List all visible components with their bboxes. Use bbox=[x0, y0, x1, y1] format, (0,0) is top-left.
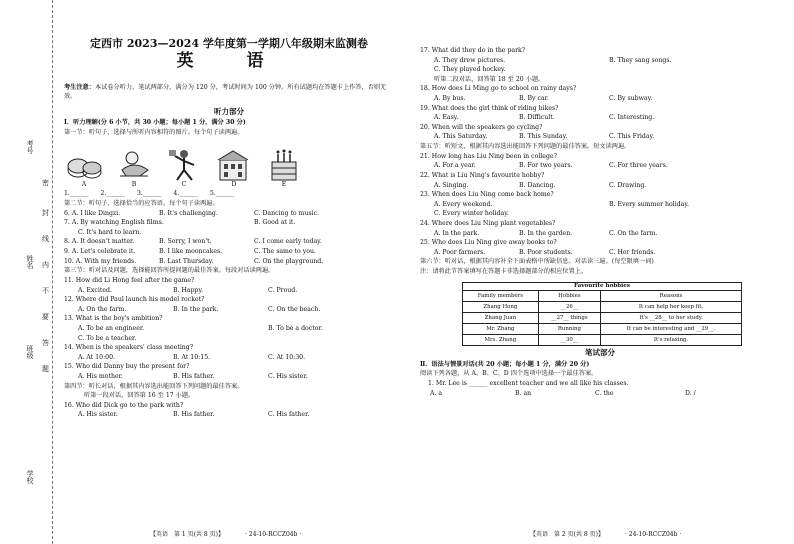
name-label: 姓名 bbox=[26, 255, 34, 269]
pic-label: D bbox=[231, 180, 237, 188]
answer-blank[interactable]: 3.______ bbox=[136, 189, 162, 197]
part2-title: Ⅱ．语法与情景对话(共 20 小题；每小题 1 分，满分 20 分) bbox=[420, 360, 590, 368]
options-15: A. His mother. B. His father. C. His sister. bbox=[78, 373, 308, 381]
question-19: 19. What does the girl think of riding bikes? bbox=[420, 104, 559, 112]
binding-strip bbox=[0, 0, 53, 544]
footer-right: 【英语 第 2 页(共 8 页)】 · 24-10-RCCZ04b · bbox=[530, 531, 682, 538]
option-17c: C. They played hockey. bbox=[434, 66, 506, 74]
question-20: 20. When will the speakers go cycling? bbox=[420, 123, 543, 131]
section4-note: 听第一段对话，回答第 16 至 17 小题。 bbox=[84, 392, 195, 400]
options-23: A. Every weekend. B. Every summer holiday. bbox=[434, 200, 690, 208]
answer-blank[interactable]: 5.______ bbox=[209, 189, 235, 197]
section3-instruction: 第三节：听对话及问题，选择能回答所提问题的最佳答案。每段对话读两遍。 bbox=[64, 267, 275, 275]
section4-instruction: 第四节：听长对话，根据其内容选出能回答下列问题的最佳答案。 bbox=[64, 382, 244, 390]
seal-char: 不 bbox=[42, 287, 49, 295]
part2-instruction: 阅读下列各题，从 A、B、C、D 四个选项中选择一个最佳答案。 bbox=[420, 370, 598, 378]
building-picture bbox=[216, 148, 252, 182]
listening-heading: 听力部分 bbox=[214, 106, 244, 116]
section2-instruction: 第二节：听句子，选择恰当的应答语。每个句子读两遍。 bbox=[64, 200, 219, 208]
answer-blank[interactable]: 1.______ bbox=[64, 189, 89, 197]
options-24: A. In the park. B. In the garden. C. On the farm. bbox=[434, 229, 658, 237]
options-1: A. a B. an C. the D. / bbox=[430, 389, 696, 397]
dancer-picture bbox=[166, 148, 202, 182]
question-21: 21. How long has Liu Ning been in college? bbox=[420, 152, 557, 160]
table-header: Family members bbox=[463, 291, 539, 302]
seal-char: 内 bbox=[42, 261, 49, 269]
answer-blank[interactable]: 4.______ bbox=[173, 189, 198, 197]
exam-title: 定西市 2023—2024 学年度第一学期八年级期末监测卷 bbox=[90, 37, 368, 50]
question-11: 11. How did Li Hong feel after the game? bbox=[64, 276, 195, 284]
exam-number-label: 考号 bbox=[26, 140, 34, 154]
exam-notice bbox=[64, 84, 394, 102]
section5-instruction: 第五节：听短文，根据其内容选出能回答下列问题的最佳答案。短文读两遍。 bbox=[420, 143, 631, 151]
seal-char: 答 bbox=[42, 339, 49, 347]
options-20: A. This Saturday. B. This Sunday. C. This Friday. bbox=[434, 133, 655, 141]
pic-label: A bbox=[81, 180, 87, 188]
option-13c: C. To be a teacher. bbox=[78, 334, 137, 342]
seal-char: 封 bbox=[42, 209, 49, 217]
question-24: 24. Where does Liu Ning plant vegetables? bbox=[420, 219, 556, 227]
seal-char: 密 bbox=[42, 179, 49, 187]
seal-char: 线 bbox=[42, 235, 49, 243]
right-column bbox=[420, 46, 780, 398]
rocket-picture bbox=[116, 148, 152, 182]
options-12: A. On the farm. B. In the park. C. On the beach. bbox=[78, 305, 321, 313]
question-row: 9. A. Let's celebrate it. B. I like mooncakes. C. The same to you. bbox=[64, 248, 316, 256]
section6-note: 注：请将此节答案填写在答题卡非选择题部分的相应位置上。 bbox=[420, 268, 588, 276]
table-row: Mrs. Zhang __30__ It's relaxing. bbox=[463, 335, 742, 346]
notice-text: 本试卷分听力、笔试两部分，满分为 120 分，考试时间为 100 分钟。所有试题均在答题卡上作答，否则无效。 bbox=[64, 84, 387, 100]
options-19: A. Easy. B. Difficult. C. Interesting. bbox=[434, 114, 655, 122]
question-14: 14. When is the speakers' class meeting? bbox=[64, 344, 194, 352]
options-16: A. His sister. B. His father. C. His father. bbox=[78, 411, 310, 419]
pic-label: B bbox=[131, 180, 137, 188]
question-row: C. It's hard to learn. bbox=[78, 228, 142, 236]
table-caption: Favourite hobbies bbox=[462, 282, 742, 291]
seal-char: 题 bbox=[42, 365, 49, 373]
options-17: A. They drew pictures. B. They sang songs. bbox=[434, 56, 672, 64]
notice-label: 考生注意： bbox=[64, 84, 95, 91]
pic-label: C bbox=[181, 180, 187, 188]
hobbies-table bbox=[462, 282, 742, 347]
question-17: 17. What did they do in the park? bbox=[420, 47, 526, 54]
question-13: 13. What is the boy's ambition? bbox=[64, 315, 163, 323]
options-13: A. To be an engineer. B. To be a doctor. bbox=[78, 324, 323, 332]
picture-row bbox=[66, 142, 394, 182]
class-label: 班级 bbox=[26, 345, 34, 359]
options-22: A. Singing. B. Dancing. C. Drawing. bbox=[434, 181, 647, 189]
options-21: A. For a year. B. For two years. C. For three years. bbox=[434, 162, 668, 170]
question-25: 25. Who does Liu Ning give away books to? bbox=[420, 239, 557, 247]
subject-title: 英 语 bbox=[176, 51, 282, 71]
question-1: 1. Mr. Lee is ______ excellent teacher and we all like his classes. bbox=[428, 379, 629, 387]
table-header-row bbox=[463, 291, 742, 302]
question-15: 15. Who did Danny buy the present for? bbox=[64, 363, 190, 371]
question-12: 12. Where did Paul launch his model rocket? bbox=[64, 296, 205, 304]
pic-label: E bbox=[281, 180, 287, 188]
options-25: A. Poor farmers. B. Poor students. C. Her friends. bbox=[434, 248, 656, 256]
cake-picture bbox=[266, 148, 302, 182]
question-16: 16. Who did Dick go to the park with? bbox=[64, 401, 184, 409]
options-18: A. By bus. B. By car. C. By subway. bbox=[434, 95, 653, 103]
question-row: 8. A. It doesn't matter. B. Sorry, I won't. C. I come early today. bbox=[64, 238, 322, 246]
note-2: 听第二段对话，回答第 18 至 20 小题。 bbox=[434, 75, 545, 83]
question-23: 23. When does Liu Ning come back home? bbox=[420, 191, 554, 199]
options-11: A. Excited. B. Happy. C. Proud. bbox=[78, 286, 298, 294]
table-row: Zhang Hong __26__ It can help her keep fit. bbox=[463, 302, 742, 313]
question-18: 18. How does Li Ming go to school on rainy days? bbox=[420, 85, 577, 93]
table-row: Mr. Zhang Running It can be interesting and __29__. bbox=[463, 324, 742, 335]
question-row: 7. A. By watching English films. B. Good at it. bbox=[64, 219, 296, 227]
table-header: Hobbies bbox=[538, 291, 600, 302]
table-row: Zhang Juan __27__ things It's __28__ to her study. bbox=[463, 313, 742, 324]
option-23c: C. Every winter holiday. bbox=[434, 210, 509, 218]
footer-left: 【英语 第 1 页(共 8 页)】 · 24-10-RCCZ04b · bbox=[150, 531, 302, 538]
answer-blank[interactable]: 2.______ bbox=[100, 189, 125, 197]
section6-instruction: 第六节：听对话，根据其内容补全下面表格中所缺信息。对话读三遍。(每空限填一词) bbox=[420, 258, 654, 266]
part1-section1: 第一节：听句子，选择与所听内容相符的图片。每个句子读两遍。 bbox=[64, 129, 244, 137]
question-row: 10. A. With my friends. B. Last Thursday. C. On the playground. bbox=[64, 257, 324, 265]
part1-title: Ⅰ．听力理解(分 6 小节，共 30 小题；每小题 1 分，满分 30 分) bbox=[64, 119, 246, 127]
written-heading: 笔试部分 bbox=[585, 348, 615, 358]
left-column bbox=[64, 0, 394, 420]
answer-blanks bbox=[64, 188, 394, 199]
question-22: 22. What is Liu Ning's favourite hobby? bbox=[420, 171, 545, 179]
mooncake-picture bbox=[66, 148, 102, 182]
options-14: A. At 10:00. B. At 10:15. C. At 10:30. bbox=[78, 353, 306, 361]
school-label: 学校 bbox=[26, 470, 34, 484]
seal-char: 要 bbox=[42, 313, 49, 321]
table-header: Reasons bbox=[601, 291, 742, 302]
question-row: 6. A. I like Dingzi. B. It's challenging. C. Dancing to music. bbox=[64, 209, 320, 217]
